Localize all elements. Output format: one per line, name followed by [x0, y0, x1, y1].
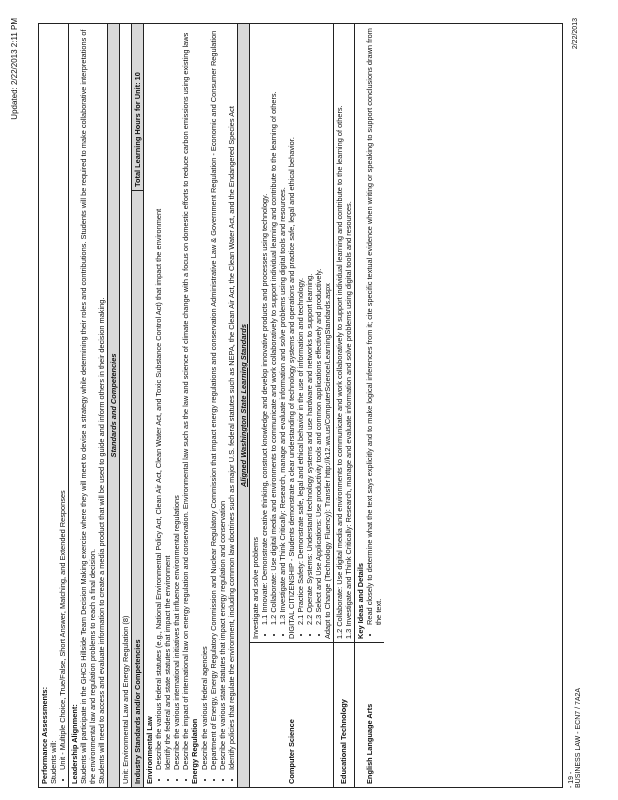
subject-body — [334, 24, 354, 642]
performance-section — [39, 24, 69, 787]
standard-line: • 1.2 Collaborate: Use digital media and environments to communicate and work collaboratively to support individual learning and contribute to the learning of others. — [269, 27, 278, 625]
env-law-heading: Environmental Law — [145, 716, 155, 784]
performance-heading: Performance Assessments: — [40, 686, 49, 784]
subject-educational-technology — [334, 24, 355, 787]
standard-line: 1.2 Collaborate: Use digital media and environments to communicate and work collaboratively to support individual learning and contribute to the learning of others. — [334, 105, 344, 639]
env-law-item: • Identify the federal and state statutes that impact the environment — [163, 27, 172, 770]
footer-left — [568, 688, 582, 788]
page-number: - 19 - — [568, 771, 575, 788]
leadership-section — [69, 24, 108, 787]
standards-heading: Standards and Competencies — [108, 24, 120, 787]
standard-line: Investigate and solve problems — [250, 537, 260, 639]
standard-line: Adapt to Change (Technology Fluency): Transfer http://k12.wa.us/ComputerScience/LearningStandards.aspx — [322, 283, 332, 639]
leadership-text: Students will participate in the GHCS Hillside Team Decision Making exercise where they will meet to devise a strategy while determining their roles and contributions. Students will be required to make collaborative interpretations of the environmental law and regulation problems to reach a final decision. — [79, 29, 98, 784]
leadership-text-2: Students will need to access and evaluate information to create a media product that will be used to guide and inform others in their decision making. — [97, 297, 107, 784]
energy-reg-item: • Identify policies that regulate the environment, including common law doctrines such as major U.S. federal statutes such as NEPA, the Clean Air Act, the Clean Water Act, and the Endangered Species Act — [227, 27, 236, 770]
subject-english-language-arts — [355, 24, 384, 787]
subject-computer-science — [250, 24, 334, 787]
footer-date: 2/22/2013 — [572, 18, 579, 50]
competencies-section — [144, 24, 237, 787]
leadership-heading: Leadership Alignment: — [70, 704, 80, 784]
performance-bullet: • Unit - Multiple Choice, True/False, Short Answer, Matching, and Extended Responses — [58, 27, 67, 770]
energy-reg-item: • Describe the various state statutes that impact energy regulation and conservation — [218, 27, 227, 770]
subject-name: Computer Science — [250, 642, 333, 787]
env-law-item: • Describe the impact of international law on energy regulation and conservation. Environmental law such as the law and science of climate change with a focus on domestic efforts to reduce carbon emissions using existing laws — [181, 27, 190, 770]
standard-line: • 1.1 Innovate: Demonstrate creative thinking, construct knowledge and develop innovative products and processes using technology. — [260, 27, 269, 625]
subject-body — [355, 24, 384, 642]
standard-line: • 2.3 Select and Use Applications: Use productivity tools and common applications effectively and productively. — [314, 27, 323, 625]
ela-heading: Key Ideas and Details — [356, 563, 365, 639]
standard-line: • 1.3 Investigate and Think Critically: Research, manage and evaluate information and solve problems using digital tools and resources. — [278, 27, 287, 625]
energy-reg-heading: Energy Regulation — [190, 718, 200, 784]
env-law-item: • Describe the various federal statutes (e.g., National Environmental Policy Act, Clean Air Act, Clean Water Act, and Toxic Substance Control Act) that impact the environment — [154, 27, 163, 770]
energy-reg-item: • Department of Energy, Energy Regulatory Commission and Nuclear Regulatory Commission that impact energy regulations and conservation Administrative Law & Government Regulation - Economic and Consumer Regulation — [209, 27, 218, 770]
aligned-heading: Aligned Washington State Learning Standards — [238, 24, 250, 787]
hours-header: Total Learning Hours for Unit: 10 — [133, 72, 143, 187]
course-name: BUSINESS LAW - ECN7 / 7A2A — [575, 687, 582, 788]
updated-date: Updated: 2/22/2013 2:11 PM — [10, 18, 19, 120]
unit-title: Unit: Environmental Law and Energy Regulation (8) — [120, 24, 132, 787]
subject-name: English Language Arts — [355, 642, 384, 787]
industry-header: Industry Standards and/or Competencies — [132, 190, 143, 787]
standard-line: DIGITAL CITIZENSHIP - Students demonstrate a clear understanding of technology systems and operations and practice safe, legal and ethical behavior. — [286, 137, 296, 639]
subject-name: Educational Technology — [334, 642, 354, 787]
students-will: Students will: — [49, 740, 59, 784]
industry-header-row — [132, 24, 144, 787]
standard-line: • 2.1 Practice Safety: Demonstrate safe, legal and ethical behavior in the use of information and technology. — [296, 27, 305, 625]
energy-reg-item: • Describe the various federal agencies — [200, 27, 209, 770]
standard-line: 1.3 Investigate and Think Critically: Research, manage and evaluate information and solve problems using digital tools and resources. — [343, 201, 353, 639]
standards-frame — [38, 23, 563, 788]
standard-line: • 2.2 Operate Systems: Understand technology systems and use hardware and networks to support learning. — [305, 27, 314, 625]
subject-body — [250, 24, 333, 642]
standard-line: • Read closely to determine what the text says explicitly and to make logical inferences from it; cite specific textual evidence when writing or speaking to support conclusions drawn from the text. — [365, 27, 383, 625]
env-law-item: • Describe the various international initiatives that influence environmental regulations — [172, 27, 181, 770]
